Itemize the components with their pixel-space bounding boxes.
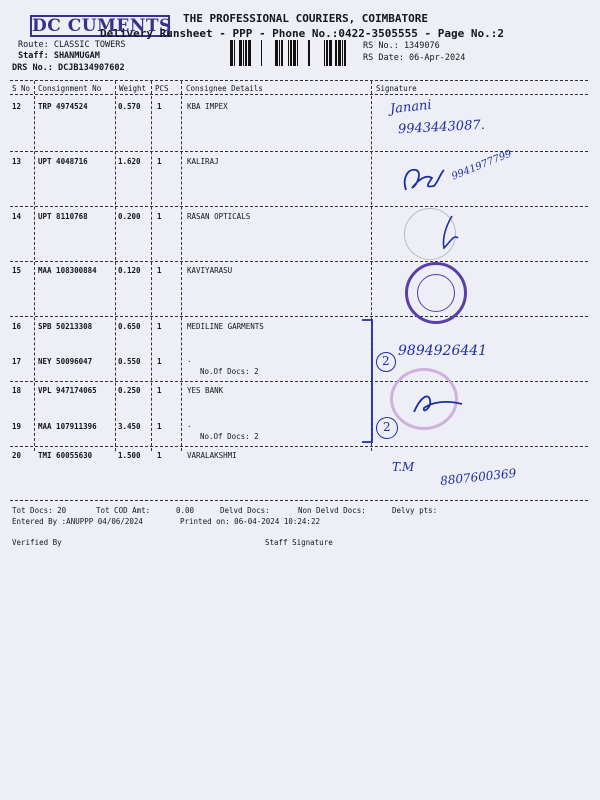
row-rule: [10, 206, 588, 207]
row-docs: No.Of Docs: 2: [200, 432, 259, 441]
total-docs: Tot Docs: 20: [12, 506, 67, 515]
row-pcs: 1: [157, 386, 162, 395]
row-weight: 1.620: [118, 157, 141, 166]
col-consignee: Consignee Details: [186, 84, 263, 93]
row-consignment: UPT 4048716: [38, 157, 88, 166]
printed-on: Printed on: 06-04-2024 10:24:22: [180, 517, 320, 526]
barcode-bar: [248, 40, 251, 66]
row-sno: 17: [12, 357, 22, 366]
row-consignment: TRP 4974524: [38, 102, 88, 111]
row-rule: [10, 261, 588, 262]
row-weight: 0.650: [118, 322, 141, 331]
rs-number: RS No.: 1349076: [363, 41, 440, 51]
barcode-bar: [234, 40, 235, 66]
rule-header: [10, 94, 588, 95]
non-delivered-docs: Non Delvd Docs:: [298, 506, 366, 515]
row-consignee: .: [187, 420, 192, 429]
barcode-bar: [324, 40, 325, 66]
row-consignee: .: [187, 355, 192, 364]
row-sno: 14: [12, 212, 22, 221]
handwritten-phone: 9941977799: [450, 148, 514, 183]
row-rule: [10, 316, 588, 317]
bank-seal-inner: [417, 274, 455, 312]
barcode-bar: [275, 40, 278, 66]
barcode-bar: [279, 40, 280, 66]
col-divider: [34, 81, 35, 451]
row-consignment: UPT 8110768: [38, 212, 88, 221]
row-consignee: KALIRAJ: [187, 157, 219, 166]
row-pcs: 1: [157, 322, 162, 331]
barcode-bar: [329, 40, 332, 66]
verified-by: Verified By: [12, 538, 62, 547]
barcode-bar: [308, 40, 310, 66]
row-sno: 12: [12, 102, 22, 111]
barcode-bar: [288, 40, 289, 66]
row-consignment: NEY 50096047: [38, 357, 93, 366]
count-circle: [376, 352, 396, 372]
col-weight: Weight: [119, 84, 147, 93]
route-label: Route: CLASSIC TOWERS: [18, 40, 126, 50]
barcode-bar: [338, 40, 341, 66]
signature-tm: T.M: [392, 460, 415, 474]
delivered-docs: Delvd Docs:: [220, 506, 270, 515]
handwritten-phone: 9894926441: [398, 343, 488, 359]
delivery-points: Delvy pts:: [392, 506, 438, 515]
barcode: [230, 40, 358, 66]
row-pcs: 1: [157, 266, 162, 275]
barcode-bar: [261, 40, 262, 66]
row-docs: No.Of Docs: 2: [200, 367, 259, 376]
row-consignee: MEDILINE GARMENTS: [187, 322, 264, 331]
barcode-bar: [344, 40, 346, 66]
staff-signature: Staff Signature: [265, 538, 333, 547]
row-pcs: 1: [157, 212, 162, 221]
row-pcs: 1: [157, 157, 162, 166]
row-sno: 13: [12, 157, 22, 166]
row-pcs: 1: [157, 451, 162, 460]
documents-stamp: DC CUMENTS: [32, 16, 172, 36]
row-consignee: RASAN OPTICALS: [187, 212, 251, 221]
signature-scribble: [410, 388, 466, 418]
row-sno: 19: [12, 422, 22, 431]
col-divider: [115, 81, 116, 451]
signature-scribble: [398, 160, 448, 200]
barcode-bar: [342, 40, 343, 66]
row-consignment: TMI 60055630: [38, 451, 93, 460]
barcode-bar: [335, 40, 337, 66]
row-weight: 1.500: [118, 451, 141, 460]
handwritten-phone: 9943443087.: [397, 117, 486, 138]
row-consignment: MAA 107911396: [38, 422, 97, 431]
row-weight: 0.120: [118, 266, 141, 275]
row-sno: 15: [12, 266, 22, 275]
count-circle: [376, 417, 398, 439]
barcode-bar: [239, 40, 242, 66]
drs-number: DRS No.: DCJB134907602: [12, 63, 125, 73]
barcode-bar: [326, 40, 328, 66]
col-pcs: PCS: [155, 84, 169, 93]
rule-top: [10, 80, 588, 81]
row-weight: 3.450: [118, 422, 141, 431]
col-signature: Signature: [376, 84, 417, 93]
rs-date: RS Date: 06-Apr-2024: [363, 53, 466, 63]
col-divider: [151, 81, 152, 451]
row-rule: [10, 381, 588, 382]
barcode-bar: [290, 40, 292, 66]
rule-bottom: [10, 500, 588, 501]
barcode-bar: [293, 40, 296, 66]
row-pcs: 1: [157, 102, 162, 111]
barcode-bar: [243, 40, 244, 66]
row-rule: [10, 446, 588, 447]
company-title: THE PROFESSIONAL COURIERS, COIMBATORE: [183, 12, 429, 25]
col-consignment: Consignment No: [38, 84, 102, 93]
count-value: 2: [382, 354, 390, 368]
runsheet-subtitle: Delivery Runsheet - PPP - Phone No.:0422-3505555 - Page No.:2: [100, 27, 504, 40]
signature-scribble: [432, 212, 462, 252]
row-consignment: SPB 50213308: [38, 322, 93, 331]
row-consignee: VARALAKSHMI: [187, 451, 237, 460]
barcode-bar: [297, 40, 298, 66]
row-sno: 16: [12, 322, 22, 331]
signature-janani: Janani: [389, 97, 433, 118]
staff-label: Staff: SHANMUGAM: [18, 51, 100, 61]
row-weight: 0.200: [118, 212, 141, 221]
bank-seal: [405, 262, 467, 324]
row-weight: 0.570: [118, 102, 141, 111]
entered-by: Entered By :ANUPPP 04/06/2024: [12, 517, 143, 526]
col-sno: S No: [12, 84, 31, 93]
row-pcs: 1: [157, 422, 162, 431]
row-sno: 18: [12, 386, 22, 395]
col-divider: [181, 81, 182, 451]
row-weight: 0.250: [118, 386, 141, 395]
row-pcs: 1: [157, 357, 162, 366]
row-consignment: VPL 947174065: [38, 386, 97, 395]
row-weight: 0.550: [118, 357, 141, 366]
barcode-bar: [230, 40, 233, 66]
barcode-bar: [281, 40, 283, 66]
total-cod-amount: 0.00: [176, 506, 195, 515]
row-consignee: YES BANK: [187, 386, 224, 395]
count-value: 2: [383, 420, 391, 434]
barcode-bar: [245, 40, 247, 66]
row-sno: 20: [12, 451, 22, 460]
handwritten-phone: 8807600369: [439, 466, 517, 488]
row-consignee: KAVIYARASU: [187, 266, 233, 275]
row-consignee: KBA IMPEX: [187, 102, 228, 111]
total-cod-label: Tot COD Amt:: [96, 506, 151, 515]
row-consignment: MAA 108300884: [38, 266, 97, 275]
